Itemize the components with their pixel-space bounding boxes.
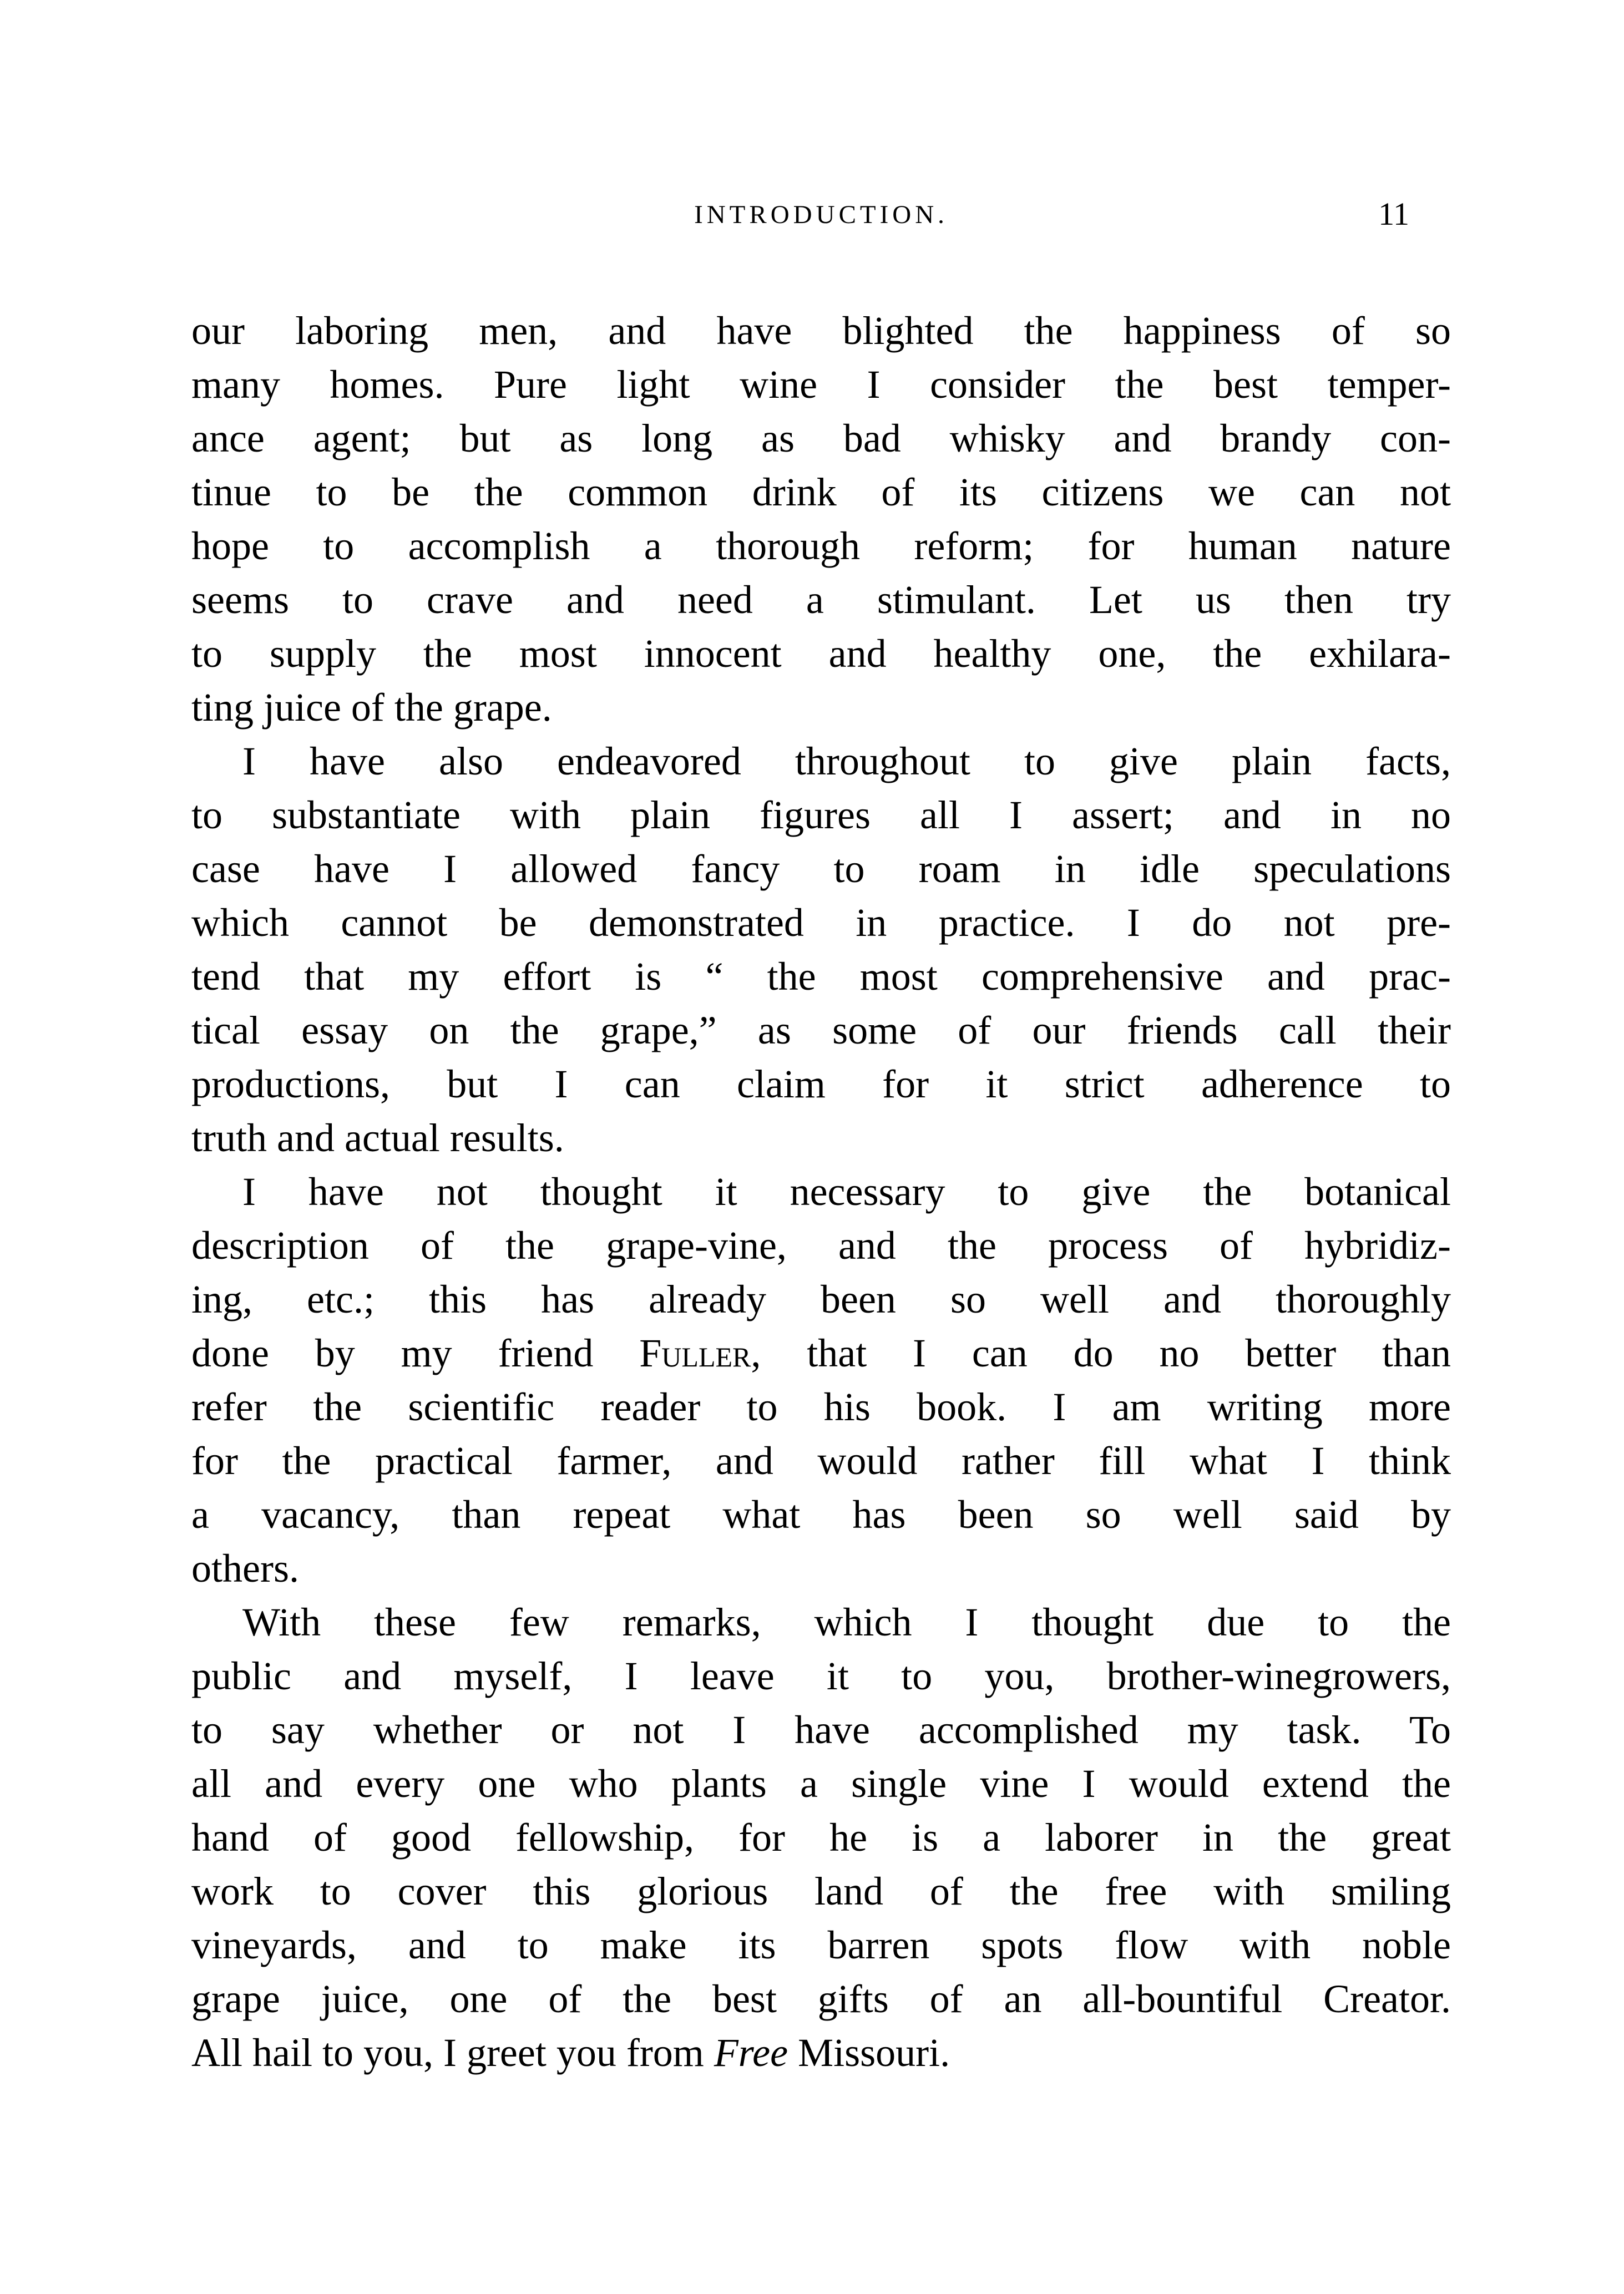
text-line: productions, but I can claim for it strict adherence to: [191, 1062, 1451, 1106]
text-line: for the practical farmer, and would rather fill what I think: [191, 1439, 1451, 1483]
text-line: all and every one who plants a single vine I would extend the: [191, 1761, 1451, 1806]
text-segment: All hail to you, I greet you from: [191, 2030, 714, 2075]
text-line: to say whether or not I have accomplished my task. To: [191, 1708, 1451, 1752]
text-line: work to cover this glorious land of the free with smiling: [191, 1869, 1451, 1913]
text-line: case have I allowed fancy to roam in idle speculations: [191, 847, 1451, 891]
text-line: to substantiate with plain figures all I assert; and in no: [191, 793, 1451, 837]
text-line: ing, etc.; this has already been so well and thoroughly: [191, 1277, 1451, 1321]
paragraph: [191, 735, 1451, 1165]
running-title: INTRODUCTION.: [694, 200, 948, 229]
paragraph: [191, 304, 1451, 735]
text-line: to supply the most innocent and healthy one, the exhilara-: [191, 631, 1451, 676]
text-line: many homes. Pure light wine I consider the best temper-: [191, 362, 1451, 407]
text-line: truth and actual results.: [191, 1116, 564, 1160]
text-line: ance agent; but as long as bad whisky and brandy con-: [191, 416, 1451, 460]
page-number: 11: [1378, 196, 1409, 232]
text-segment: , that I can do no better than: [751, 1331, 1451, 1375]
paragraph: [191, 1596, 1451, 2080]
text-segment: done by my friend: [191, 1331, 640, 1375]
text-line: public and myself, I leave it to you, brother-winegrowers,: [191, 1654, 1451, 1698]
text-line: tinue to be the common drink of its citizens we can not: [191, 470, 1451, 514]
text-segment: Missouri.: [788, 2030, 950, 2075]
text-line: description of the grape-vine, and the process of hybridiz-: [191, 1223, 1451, 1268]
text-line: tical essay on the grape,” as some of our friends call their: [191, 1008, 1451, 1052]
text-line: hand of good fellowship, for he is a laborer in the great: [191, 1815, 1451, 1860]
text-line: [191, 1326, 1451, 1380]
text-line: ting juice of the grape.: [191, 685, 552, 730]
text-line: others.: [191, 1546, 299, 1591]
page-header: [191, 195, 1451, 240]
text-line: a vacancy, than repeat what has been so well said by: [191, 1492, 1451, 1537]
text-line: hope to accomplish a thorough reform; for human nature: [191, 524, 1451, 568]
italic-text: Free: [714, 2030, 788, 2075]
text-line: [191, 2026, 1451, 2080]
text-line: seems to crave and need a stimulant. Let us then try: [191, 578, 1451, 622]
paragraph: [191, 1165, 1451, 1596]
text-line: grape juice, one of the best gifts of an all-bountiful Creator.: [191, 1977, 1451, 2021]
text-line: which cannot be demonstrated in practice. I do not pre-: [191, 900, 1451, 945]
smallcaps-name: Fuller: [639, 1331, 751, 1375]
text-line: tend that my effort is “ the most comprehensive and prac-: [191, 954, 1451, 999]
text-line: refer the scientific reader to his book. I am writing more: [191, 1385, 1451, 1429]
text-line: I have also endeavored throughout to give plain facts,: [242, 739, 1451, 783]
text-line: I have not thought it necessary to give the botanical: [242, 1169, 1451, 1214]
text-line: our laboring men, and have blighted the happiness of so: [191, 308, 1451, 353]
text-line: vineyards, and to make its barren spots flow with noble: [191, 1923, 1451, 1967]
text-line: With these few remarks, which I thought due to the: [242, 1600, 1451, 1644]
body-text: [191, 304, 1451, 2080]
